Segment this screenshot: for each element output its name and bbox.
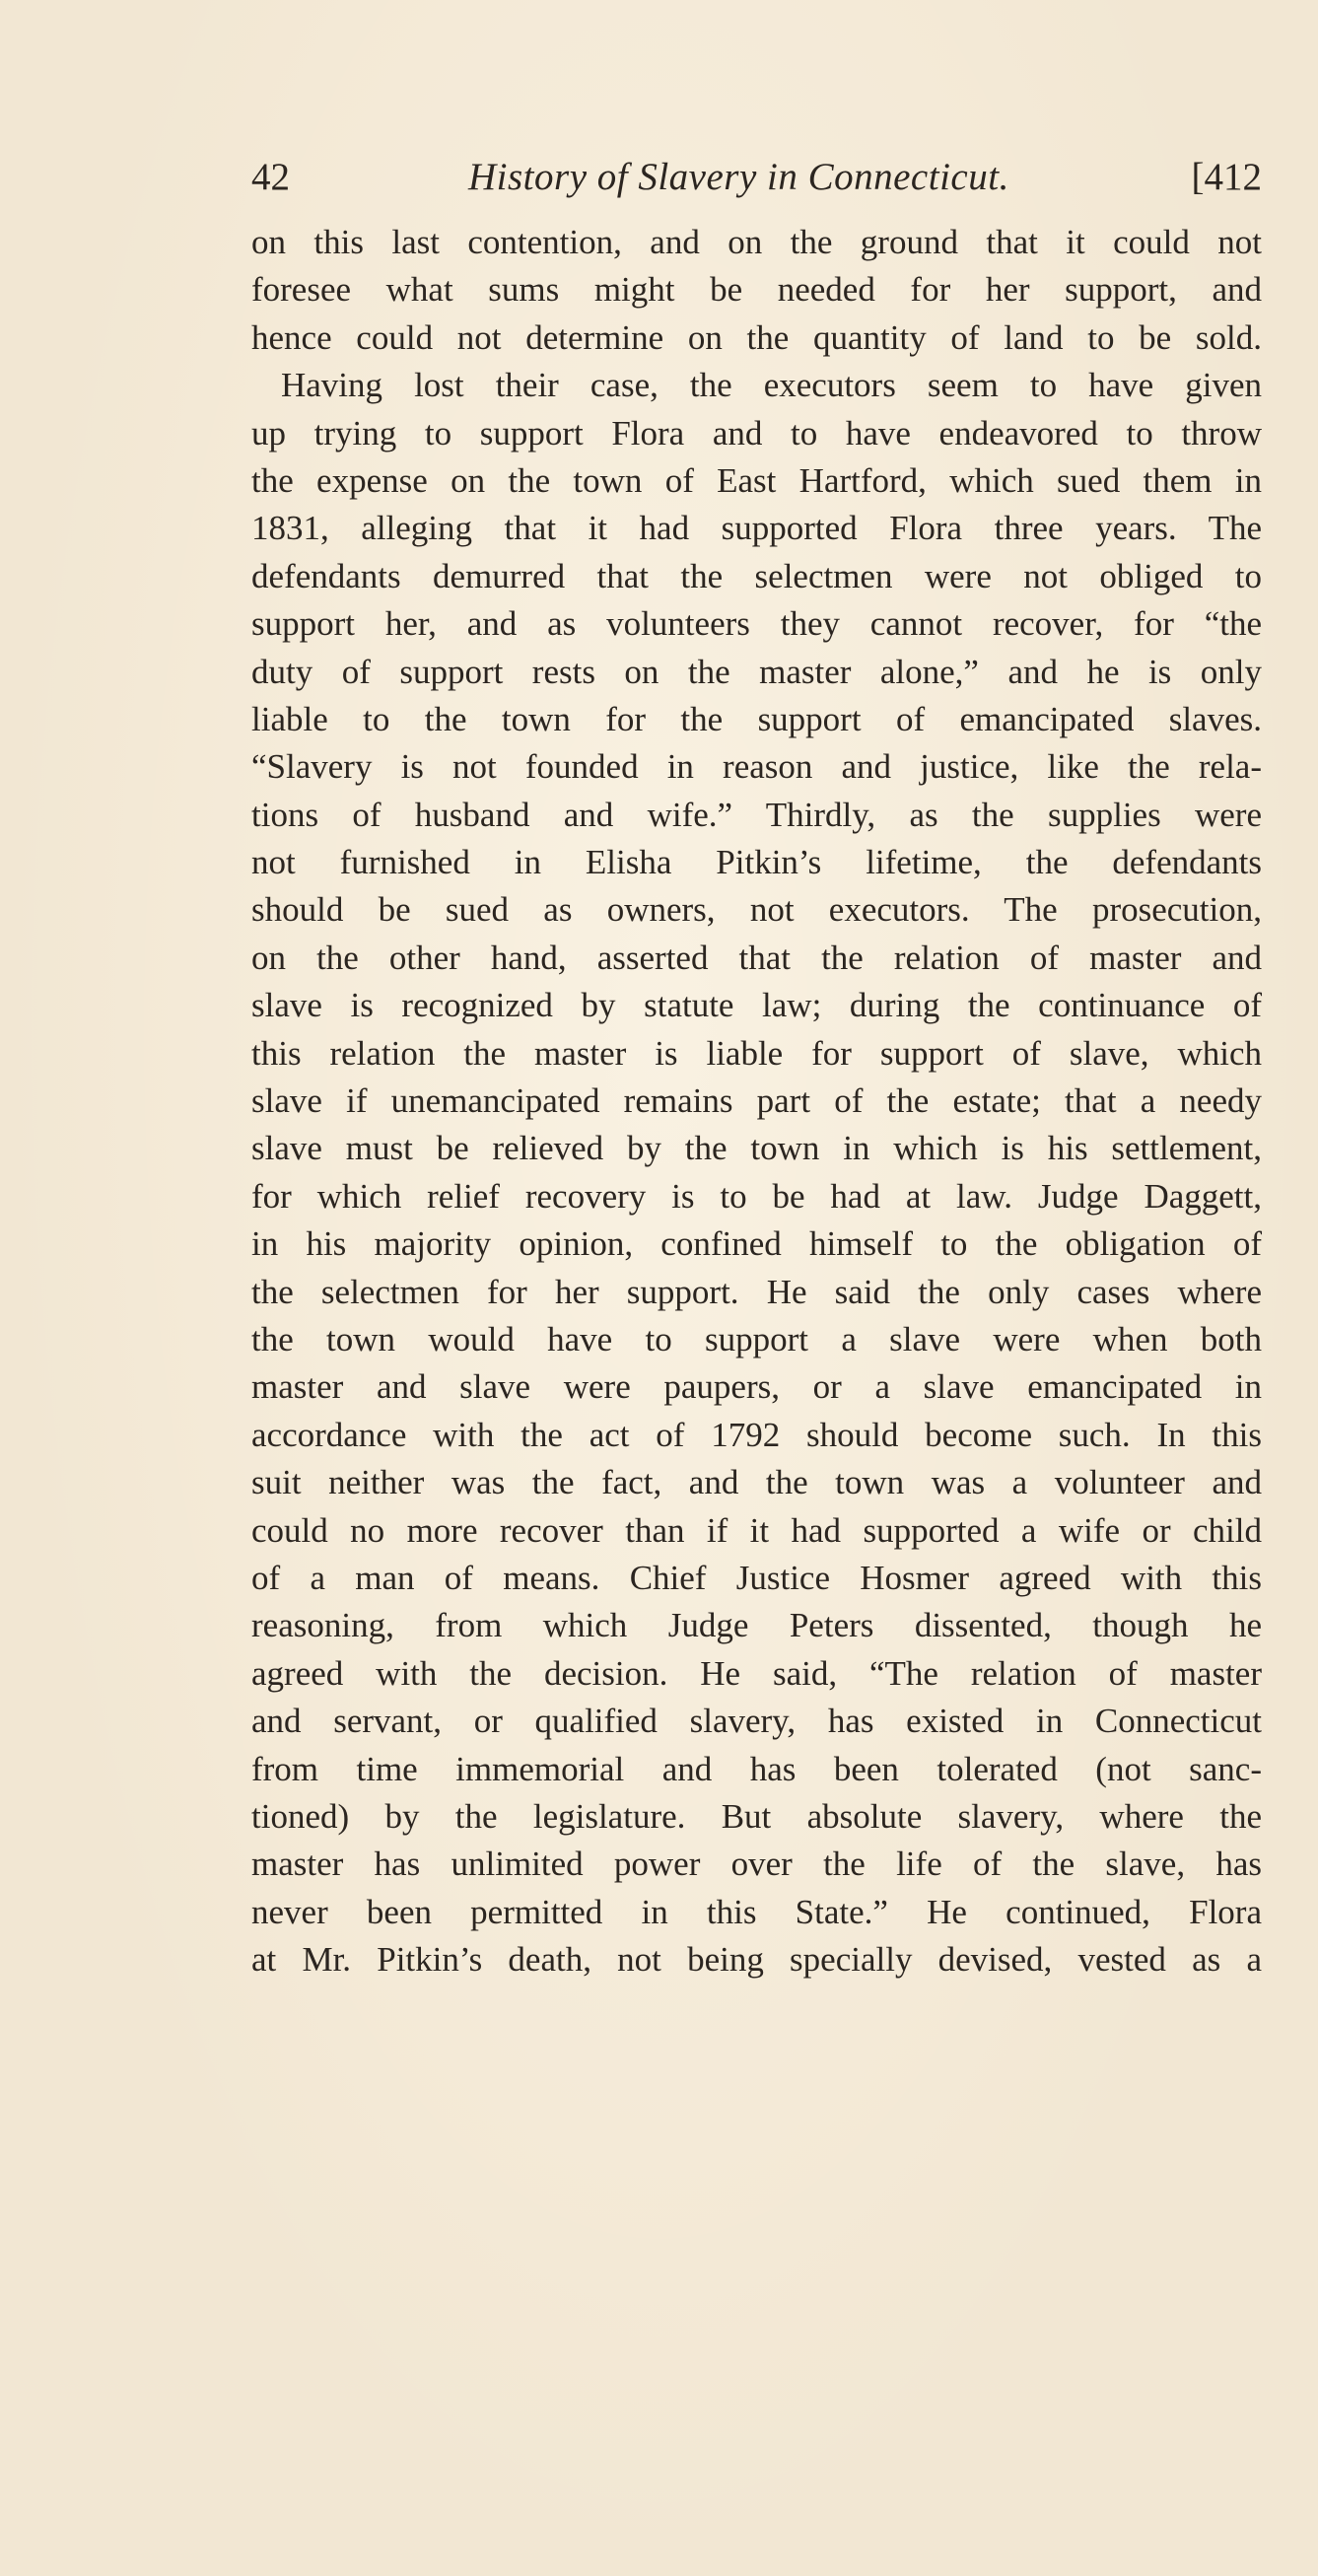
- text-line: the selectmen for her support. He said the only cases where: [251, 1272, 1262, 1311]
- text-line: at Mr. Pitkin’s death, not being specially devised, vested as a: [251, 1940, 1262, 1980]
- text-line: support her, and as volunteers they cannot recover, for “the: [251, 604, 1262, 644]
- running-head: [251, 148, 1262, 207]
- text-line: for which relief recovery is to be had at law. Judge Daggett,: [251, 1176, 1262, 1216]
- text-line: duty of support rests on the master alone,” and he is only: [251, 652, 1262, 691]
- text-line: on the other hand, asserted that the relation of master and: [251, 938, 1262, 977]
- text-line: 1831, alleging that it had supported Flora three years. The: [251, 509, 1262, 548]
- text-line: suit neither was the fact, and the town was a volunteer and: [251, 1463, 1262, 1502]
- section-number: [412: [1191, 156, 1262, 198]
- text-line: of a man of means. Chief Justice Hosmer agreed with this: [251, 1558, 1262, 1597]
- text-line: should be sued as owners, not executors. The prosecution,: [251, 890, 1262, 930]
- text-line: in his majority opinion, confined himself to the obligation of: [251, 1224, 1262, 1264]
- text-line: liable to the town for the support of emancipated slaves.: [251, 699, 1262, 738]
- text-line: the town would have to support a slave were when both: [251, 1319, 1262, 1358]
- running-title: History of Slavery in Connecticut.: [468, 156, 1009, 198]
- text-line: not furnished in Elisha Pitkin’s lifetime, the defendants: [251, 843, 1262, 882]
- text-line: up trying to support Flora and to have endeavored to throw: [251, 413, 1262, 453]
- text-line: “Slavery is not founded in reason and justice, like the rela-: [251, 747, 1262, 787]
- text-line: master and slave were paupers, or a slave emancipated in: [251, 1367, 1262, 1407]
- text-line: foresee what sums might be needed for her support, and: [251, 270, 1262, 310]
- text-line: from time immemorial and has been tolerated (not sanc-: [251, 1749, 1262, 1788]
- text-line: and servant, or qualified slavery, has existed in Connecticut: [251, 1702, 1262, 1741]
- text-line: defendants demurred that the selectmen were not obliged to: [251, 556, 1262, 595]
- text-line: slave if unemancipated remains part of the estate; that a needy: [251, 1081, 1262, 1121]
- text-line: on this last contention, and on the ground that it could not: [251, 223, 1262, 261]
- text-line: reasoning, from which Judge Peters dissented, though he: [251, 1606, 1262, 1645]
- text-line: accordance with the act of 1792 should become such. In this: [251, 1415, 1262, 1454]
- text-line: slave is recognized by statute law; during the continuance of: [251, 986, 1262, 1025]
- body-text: [251, 219, 1262, 1984]
- text-line: agreed with the decision. He said, “The relation of master: [251, 1653, 1262, 1693]
- text-line: hence could not determine on the quantity of land to be sold.: [251, 317, 1262, 357]
- text-line: could no more recover than if it had supported a wife or child: [251, 1510, 1262, 1550]
- text-line: slave must be relieved by the town in which is his settlement,: [251, 1129, 1262, 1168]
- text-line: tions of husband and wife.” Thirdly, as the supplies were: [251, 795, 1262, 834]
- text-line: never been permitted in this State.” He continued, Flora: [251, 1892, 1262, 1931]
- text-line: this relation the master is liable for support of slave, which: [251, 1033, 1262, 1073]
- text-line: Having lost their case, the executors seem to have given: [281, 366, 1262, 405]
- text-line: tioned) by the legislature. But absolute slavery, where the: [251, 1796, 1262, 1836]
- text-line: the expense on the town of East Hartford, which sued them in: [251, 460, 1262, 500]
- page-number: 42: [251, 156, 290, 198]
- text-line: master has unlimited power over the life of the slave, has: [251, 1845, 1262, 1884]
